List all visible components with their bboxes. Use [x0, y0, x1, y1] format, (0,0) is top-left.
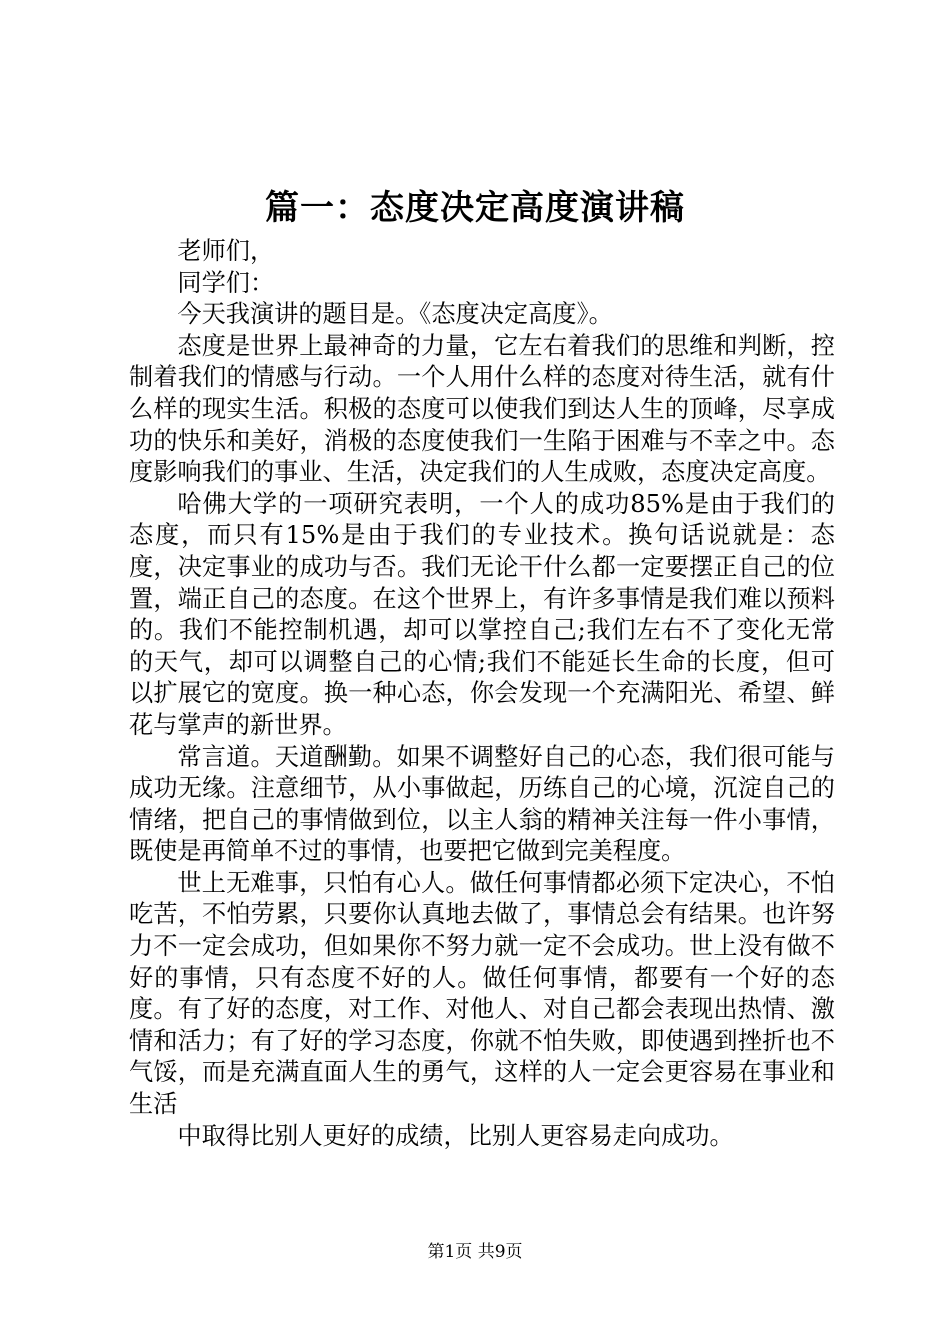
speech-topic-paragraph: 今天我演讲的题目是。《态度决定高度》。 — [177, 300, 613, 329]
body-paragraph: 哈佛大学的一项研究表明，一个人的成功85%是由于我们的态度，而只有15%是由于我们的专业技术。换句话说就是：态度，决定事业的成功与否。我们无论干什么都一定要摆正自己的位置，端正自己的态度。在这个世界上，有许多事情是我们难以预料的。我们不能控制机遇，却可以掌控自己;我们左右不了变化无常的天气，却可以调整自己的心情;我们不能延长生命的长度，但可以扩展它的宽度。换一种心态，你会发现一个充满阳光、希望、鲜花与掌声的新世界。 — [129, 489, 835, 739]
body-paragraph: 中取得比别人更好的成绩，比别人更容易走向成功。 — [177, 1121, 734, 1150]
greeting-students: 同学们： — [177, 268, 275, 297]
body-paragraph: 态度是世界上最神奇的力量，它左右着我们的思维和判断，控制着我们的情感与行动。一个人用什么样的态度对待生活，就有什么样的现实生活。积极的态度可以使我们到达人生的顶峰，尽享成功的快乐和美好，消极的态度使我们一生陷于困难与不幸之中。态度影响我们的事业、生活，决定我们的人生成败，态度决定高度。 — [129, 331, 835, 487]
body-paragraph: 世上无难事，只怕有心人。做任何事情都必须下定决心，不怕吃苦，不怕劳累，只要你认真地去做了，事情总会有结果。也许努力不一定会成功，但如果你不努力就一定不会成功。世上没有做不好的事情，只有态度不好的人。做任何事情，都要有一个好的态度。有了好的态度，对工作、对他人、对自己都会表现出热情、激情和活力；有了好的学习态度，你就不怕失败，即使遇到挫折也不气馁，而是充满直面人生的勇气，这样的人一定会更容易在事业和生活 — [129, 868, 835, 1119]
greeting-teachers: 老师们， — [177, 237, 275, 265]
document-body — [129, 236, 835, 1152]
body-paragraph: 常言道。天道酬勤。如果不调整好自己的心态，我们很可能与成功无缘。注意细节，从小事做起，历练自己的心境，沉淀自己的情绪，把自己的事情做到位，以主人翁的精神关注每一件小事情，既使是再简单不过的事情，也要把它做到完美程度。 — [129, 742, 835, 866]
page-number-footer: 第1页 共9页 — [427, 1242, 523, 1262]
document-title: 篇一：态度决定高度演讲稿 — [265, 188, 685, 228]
